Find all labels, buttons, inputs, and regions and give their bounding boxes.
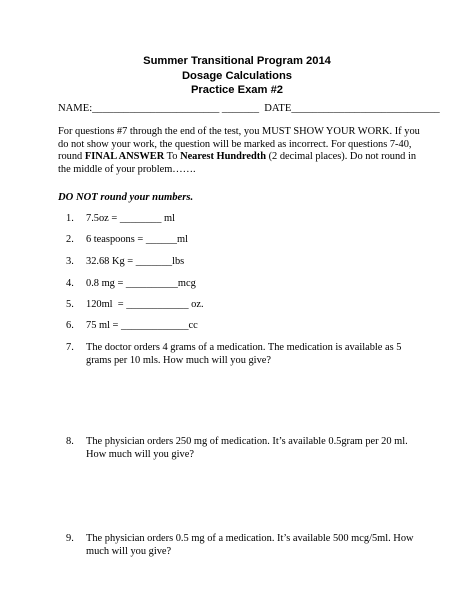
question-number: 3. [66, 256, 74, 267]
question-1 [66, 213, 175, 226]
question-4 [66, 278, 196, 291]
question-5 [66, 299, 204, 312]
subject-title: Dosage Calculations [181, 69, 293, 82]
question-number: 9. [66, 533, 74, 544]
question-7 [66, 342, 416, 367]
instructions-bold-2: Nearest Hundredth [180, 151, 266, 163]
question-text: The physician orders 0.5 mg of a medication. It’s available 500 mcg/5ml. How much will you give? [86, 533, 414, 557]
instructions-text-3: (2 decimal places). Do not round in the middle of your problem……. [58, 151, 417, 175]
question-3 [66, 256, 184, 269]
instructions-text-2: To [164, 151, 181, 163]
question-6 [66, 320, 198, 333]
question-2 [66, 234, 188, 247]
question-text: 7.5oz = ________ ml [86, 213, 175, 224]
instructions-paragraph [58, 126, 430, 176]
question-text: 6 teaspoons = ______ml [86, 234, 188, 245]
question-text: The doctor orders 4 grams of a medication. The medication is available as 5 grams per 10 mls. How much will you give? [86, 342, 402, 366]
question-text: 120ml = ____________ oz. [86, 299, 204, 310]
program-title: Summer Transitional Program 2014 [143, 55, 331, 67]
name-date-line: NAME:________________________ _______ DATE____________________________ [58, 103, 440, 114]
question-9 [66, 533, 416, 558]
question-number: 8. [66, 436, 74, 447]
exam-header [0, 54, 474, 98]
question-text: 32.68 Kg = _______lbs [86, 256, 185, 267]
question-text: 0.8 mg = __________mcg [86, 278, 196, 289]
question-text: 75 ml = _____________cc [86, 320, 198, 331]
instructions-text-1: For questions #7 through the end of the test, you MUST SHOW YOUR WORK. If you do not show your work, the question will be marked as incorrect. For questions 7-40, round [58, 126, 420, 163]
question-number: 2. [66, 234, 74, 245]
question-number: 7. [66, 342, 74, 353]
question-number: 6. [66, 320, 74, 331]
exam-title: Practice Exam #2 [190, 84, 284, 97]
question-number: 1. [66, 213, 74, 224]
question-text: The physician orders 250 mg of medication. It’s available 0.5gram per 20 ml. How much will you give? [86, 436, 408, 460]
question-8 [66, 436, 416, 461]
instructions-bold-1: FINAL ANSWER [84, 151, 165, 163]
question-number: 4. [66, 278, 74, 289]
question-number: 5. [66, 299, 74, 310]
rounding-note: DO NOT round your numbers. [58, 192, 194, 203]
